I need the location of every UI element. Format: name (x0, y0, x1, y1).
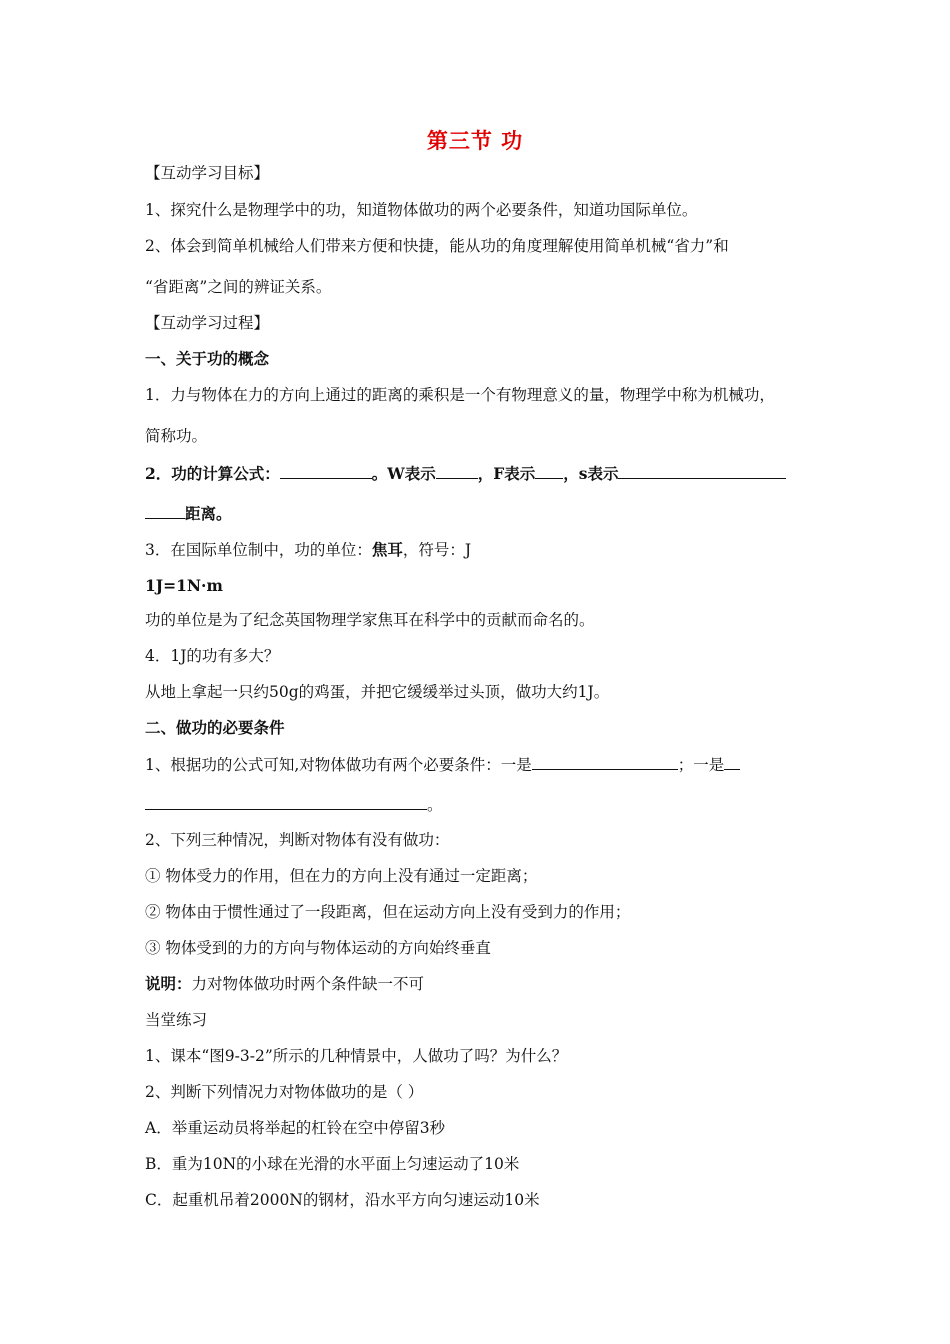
note-label: 说明： (145, 974, 192, 993)
answer-4: 从地上拿起一只约50g的鸡蛋，并把它缓缓举过头顶，做功大约1J。 (145, 683, 610, 701)
section-1-heading: 一、关于功的概念 (145, 349, 270, 368)
conditions-end: 。 (427, 796, 443, 814)
condition-2-blank[interactable] (724, 754, 740, 770)
goal-1: 1、探究什么是物理学中的功，知道物体做功的两个必要条件，知道功国际单位。 (145, 201, 698, 219)
s-meaning-blank[interactable] (618, 463, 786, 479)
formula-s-label: ，s表示 (563, 464, 619, 483)
unit-lead: 3．在国际单位制中，功的单位： (145, 541, 372, 559)
conditions-lead: 1、根据功的公式可知,对物体做功有两个必要条件：一是 (145, 756, 532, 774)
exercise-1: 1、课本“图9-3-2”所示的几种情景中，人做功了吗？为什么？ (145, 1047, 568, 1065)
formula-tail: 距离。 (185, 504, 232, 523)
case-3: ③ 物体受到的力的方向与物体运动的方向始终垂直 (145, 939, 491, 957)
w-meaning-blank[interactable] (436, 463, 478, 479)
s-meaning-blank-cont[interactable] (145, 503, 185, 519)
formula-f-label: ，F表示 (477, 464, 536, 483)
formula-lead: 2．功的计算公式： (145, 464, 280, 483)
unit-line (145, 540, 471, 560)
condition-2-blank-cont[interactable] (145, 794, 427, 810)
goals-header: 【互动学习目标】 (145, 164, 270, 182)
goal-2-line-2: “省距离”之间的辨证关系。 (145, 278, 332, 296)
formula-w-label: 。W表示 (371, 464, 436, 483)
conditions-line (145, 754, 740, 775)
process-header: 【互动学习过程】 (145, 314, 270, 332)
paragraph-1-line-1: 1．力与物体在力的方向上通过的距离的乘积是一个有物理意义的量，物理学中称为机械功， (145, 386, 775, 404)
question-4: 4．1J的功有多大？ (145, 647, 280, 665)
section-2-heading: 二、做功的必要条件 (145, 718, 285, 737)
conditions-line-2 (145, 794, 443, 815)
option-b: B．重为10N的小球在光滑的水平面上匀速运动了10米 (145, 1155, 520, 1173)
unit-name: 焦耳 (371, 540, 403, 559)
unit-origin: 功的单位是为了纪念英国物理学家焦耳在科学中的贡献而命名的。 (145, 611, 595, 629)
option-a: A．举重运动员将举起的杠铃在空中停留3秒 (145, 1119, 446, 1137)
formula-blank[interactable] (280, 463, 372, 479)
f-meaning-blank[interactable] (535, 463, 563, 479)
case-1: ① 物体受力的作用，但在力的方向上没有通过一定距离； (145, 867, 538, 885)
exercise-2: 2、判断下列情况力对物体做功的是（ ） (145, 1083, 424, 1101)
note-text: 力对物体做功时两个条件缺一不可 (191, 975, 425, 993)
practice-header: 当堂练习 (145, 1011, 208, 1029)
case-2: ② 物体由于惯性通过了一段距离，但在运动方向上没有受到力的作用； (145, 903, 631, 921)
goal-2-line-1: 2、体会到简单机械给人们带来方便和快捷，能从功的角度理解使用简单机械“省力”和 (145, 237, 729, 255)
formula-line (145, 463, 786, 484)
unit-rest: ，符号：J (402, 541, 472, 559)
page-title: 第三节 功 (426, 128, 524, 153)
option-c: C．起重机吊着2000N的钢材，沿水平方向匀速运动10米 (145, 1191, 540, 1209)
note-line (145, 974, 424, 994)
condition-1-blank[interactable] (532, 754, 678, 770)
unit-equation: 1J=1N·m (145, 576, 223, 595)
conditions-mid: ；一是 (677, 756, 725, 774)
paragraph-1-line-2: 简称功。 (145, 427, 208, 445)
formula-line-2 (145, 503, 232, 524)
judge-intro: 2、下列三种情况，判断对物体有没有做功： (145, 831, 450, 849)
